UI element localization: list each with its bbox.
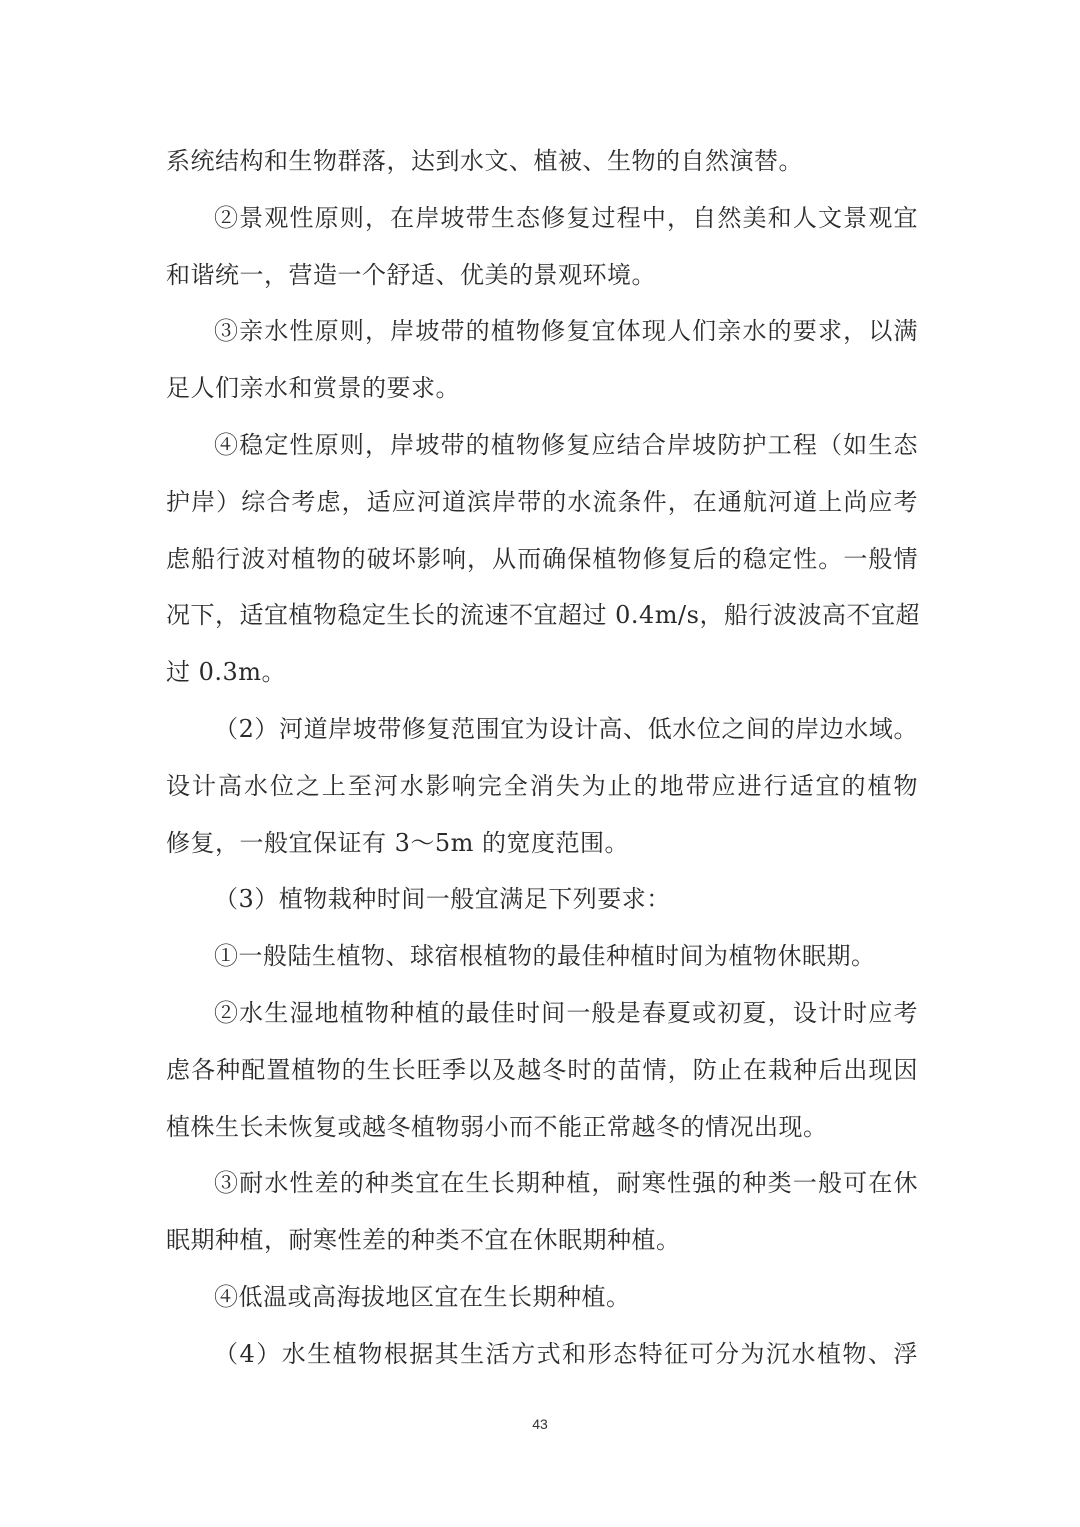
text-line: （4）水生植物根据其生活方式和形态特征可分为沉水植物、浮 xyxy=(214,1339,918,1368)
text-line: ②景观性原则，在岸坡带生态修复过程中，自然美和人文景观宜 xyxy=(214,203,918,232)
text-line: 植株生长未恢复或越冬植物弱小而不能正常越冬的情况出现。 xyxy=(166,1112,828,1141)
text-line: 修复，一般宜保证有 3～5m 的宽度范围。 xyxy=(166,828,630,857)
text-line: 护岸）综合考虑，适应河道滨岸带的水流条件，在通航河道上尚应考 xyxy=(166,487,918,516)
page-number: 43 xyxy=(532,1416,548,1432)
text-line: 虑各种配置植物的生长旺季以及越冬时的苗情，防止在栽种后出现因 xyxy=(166,1055,918,1084)
text-line: 过 0.3m。 xyxy=(166,658,287,687)
text-line: 眠期种植，耐寒性差的种类不宜在休眠期种植。 xyxy=(166,1226,681,1255)
text-line: 和谐统一，营造一个舒适、优美的景观环境。 xyxy=(166,260,656,289)
text-line: ①一般陆生植物、球宿根植物的最佳种植时间为植物休眠期。 xyxy=(214,942,876,971)
text-line: ③耐水性差的种类宜在生长期种植，耐寒性强的种类一般可在休 xyxy=(214,1169,918,1198)
body-text xyxy=(166,133,918,1383)
text-line: （3）植物栽种时间一般宜满足下列要求： xyxy=(214,885,671,914)
text-line: ④低温或高海拔地区宜在生长期种植。 xyxy=(214,1282,631,1311)
text-line: ②水生湿地植物种植的最佳时间一般是春夏或初夏，设计时应考 xyxy=(214,998,918,1027)
text-line: 虑船行波对植物的破坏影响，从而确保植物修复后的稳定性。一般情 xyxy=(166,544,918,573)
text-line: 系统结构和生物群落，达到水文、植被、生物的自然演替。 xyxy=(166,147,803,175)
text-line: 况下，适宜植物稳定生长的流速不宜超过 0.4m/s，船行波波高不宜超 xyxy=(166,601,920,630)
text-line: 设计高水位之上至河水影响完全消失为止的地带应进行适宜的植物 xyxy=(166,771,918,800)
text-line: ③亲水性原则，岸坡带的植物修复宜体现人们亲水的要求，以满 xyxy=(214,317,918,346)
text-line: （2）河道岸坡带修复范围宜为设计高、低水位之间的岸边水域。 xyxy=(214,714,918,743)
text-line: 足人们亲水和赏景的要求。 xyxy=(166,374,460,403)
text-line: ④稳定性原则，岸坡带的植物修复应结合岸坡防护工程（如生态 xyxy=(214,430,918,459)
